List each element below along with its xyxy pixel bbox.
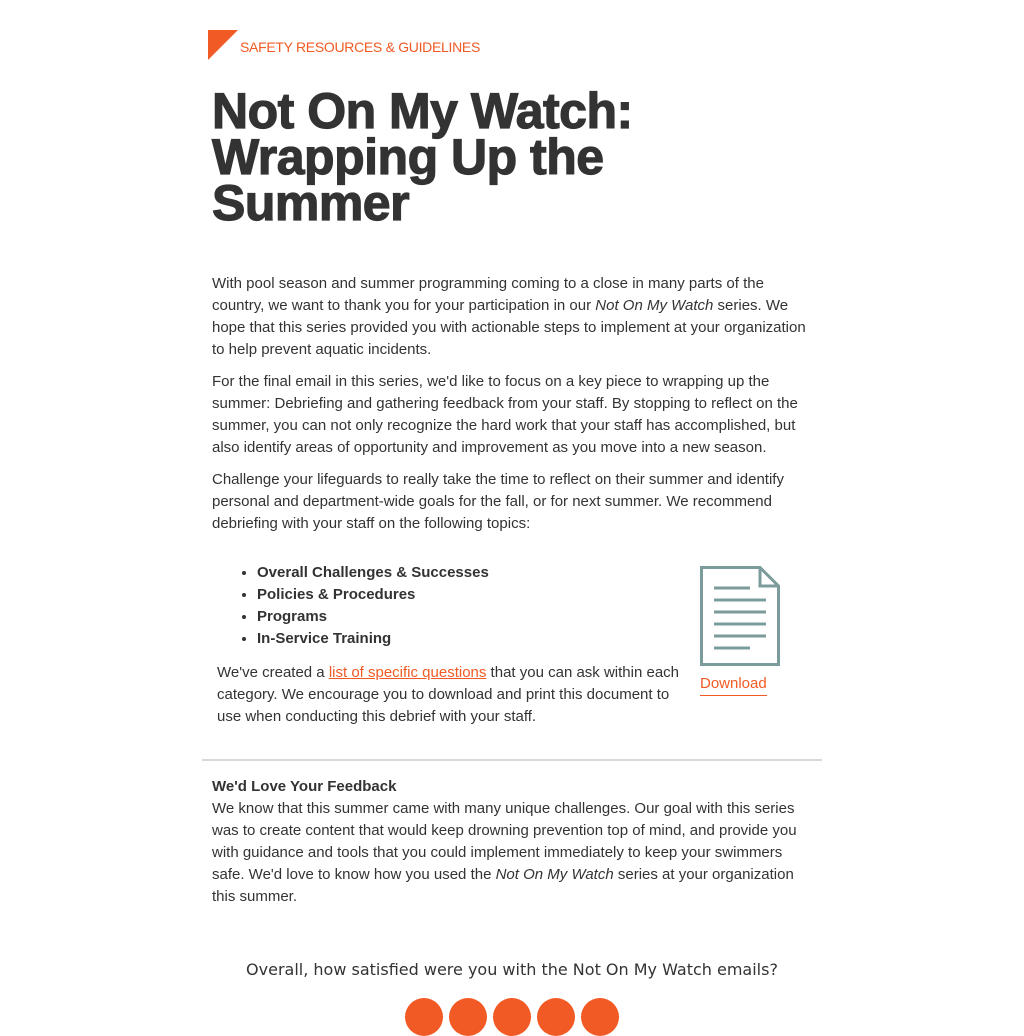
feedback-text-2: series at your organization this summer.	[212, 866, 794, 905]
divider	[202, 759, 822, 761]
debrief-paragraph: For the final email in this series, we'd like to focus on a key piece to wrapping up the summer: Debriefing and gathering feedback from your staff. By stopping to reflect on the summer, you can not only recognize the hard work that your staff has accomplished, but also identify areas of opportunity and improvement as you move into a new season.	[212, 373, 798, 456]
rating-option-4[interactable]	[537, 998, 575, 1036]
series-name: Not On My Watch	[595, 297, 714, 314]
rating-option-3[interactable]	[493, 998, 531, 1036]
orange-flag-icon	[208, 30, 238, 60]
feedback-text-1: We know that this summer came with many unique challenges. Our goal with this series was to create content that would keep drowning prevention top of mind, and provide you with guidance and tools that you could implement immediately to keep your swimmers safe. We'd love to know how you used the	[212, 800, 797, 883]
brand-header	[208, 30, 480, 60]
intro-paragraph	[212, 273, 812, 361]
intro-text-1: With pool season and summer programming coming to a close in many parts of the country, we want to thank you for your participation in our	[212, 275, 764, 314]
specific-questions-link[interactable]: list of specific questions	[328, 664, 487, 681]
survey-question: Overall, how satisfied were you with the Not On My Watch emails?	[246, 960, 778, 979]
page-title: Not On My Watch: Wrapping Up the Summer	[212, 83, 633, 231]
questions-text-1: We've created a	[217, 664, 329, 681]
rating-options	[405, 998, 619, 1036]
list-item: • Overall Challenges & Successes	[257, 562, 489, 584]
rating-option-5[interactable]	[581, 998, 619, 1036]
intro-text-2: series. We hope that this series provided you with actionable steps to implement at your organization to help prevent aquatic incidents.	[212, 297, 806, 358]
document-icon[interactable]	[700, 566, 780, 666]
rating-option-1[interactable]	[405, 998, 443, 1036]
feedback-heading: We'd Love Your Feedback	[212, 778, 397, 795]
topics-list	[240, 562, 489, 650]
feedback-paragraph	[212, 798, 816, 908]
list-item: • In-Service Training	[257, 628, 489, 650]
questions-paragraph	[217, 662, 687, 728]
download-link[interactable]: Download	[700, 674, 767, 696]
brand-label: SAFETY RESOURCES & GUIDELINES	[240, 39, 480, 55]
list-item: • Policies & Procedures	[257, 584, 489, 606]
series-name: Not On My Watch	[495, 866, 614, 883]
rating-option-2[interactable]	[449, 998, 487, 1036]
challenge-paragraph: Challenge your lifeguards to really take the time to reflect on their summer and identify personal and department-wide goals for the fall, or for next summer. We recommend debriefing with your staff on the following topics:	[212, 471, 784, 532]
list-item: • Programs	[257, 606, 489, 628]
questions-text-2: that you can ask within each category. We encourage you to download and print this document to use when conducting this debrief with your staff.	[217, 664, 680, 725]
